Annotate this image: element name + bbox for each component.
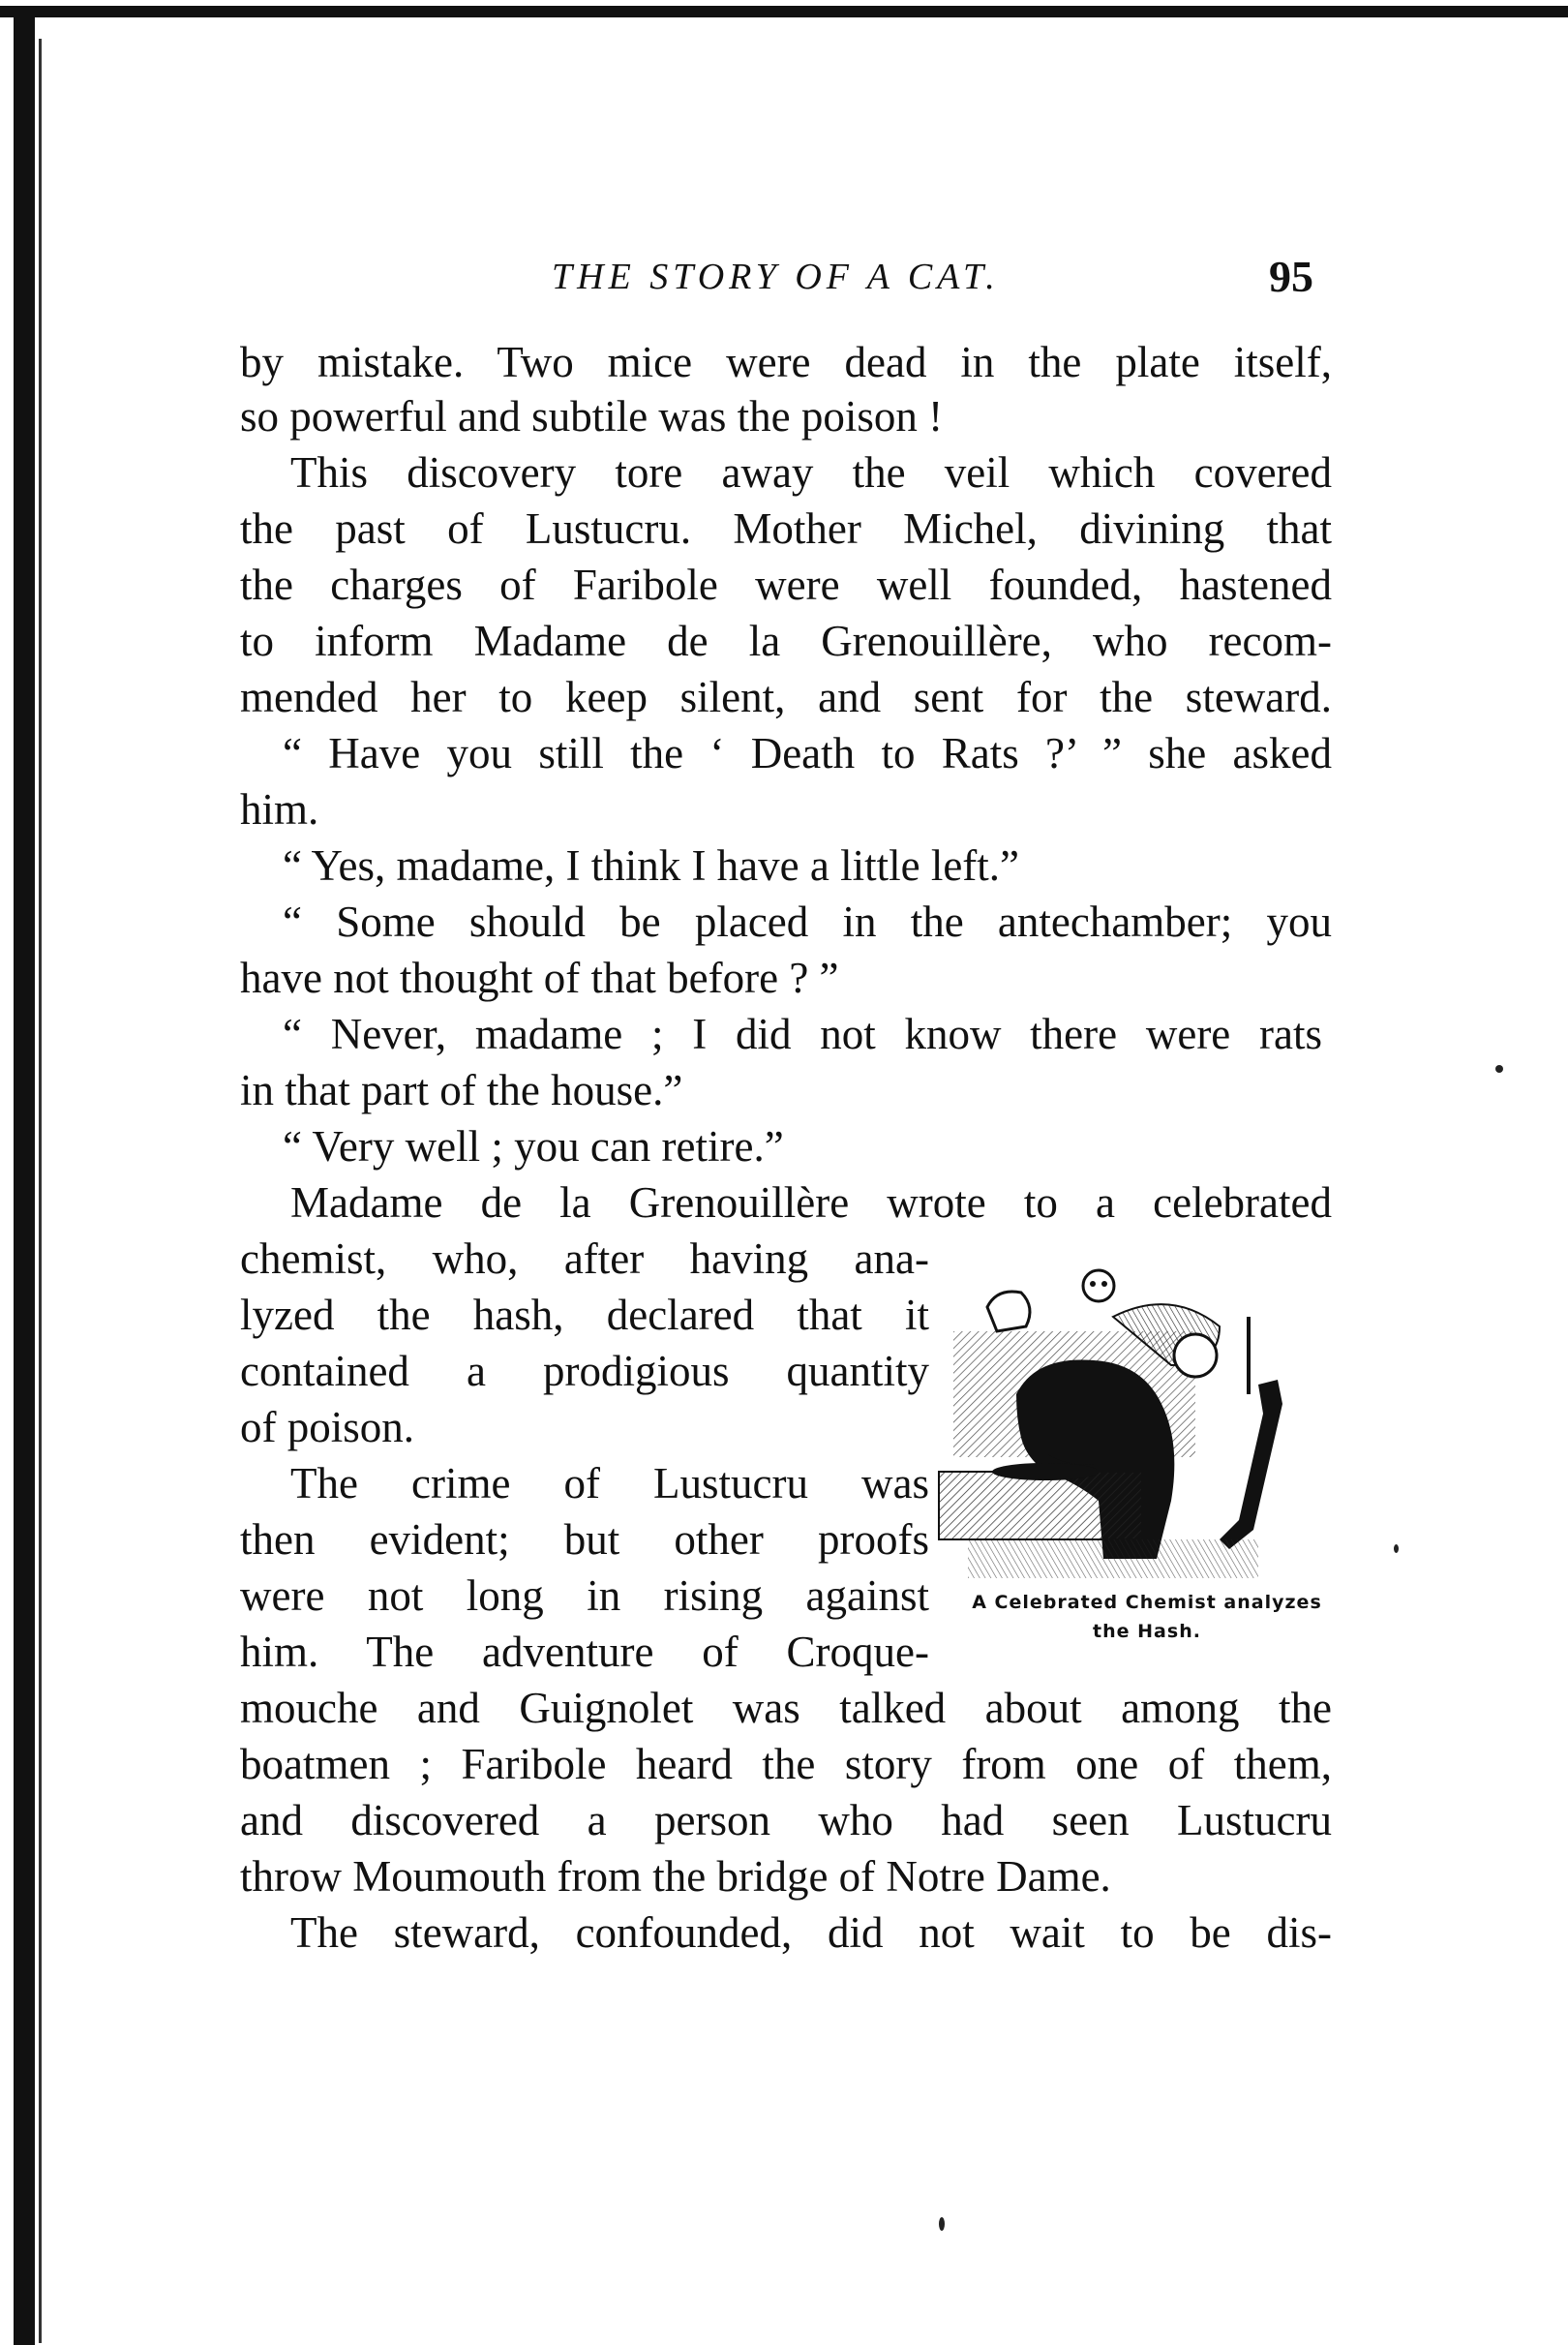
scan-left-edge xyxy=(39,39,42,2343)
text-line: “ Never, madame ; I did not know there were rats xyxy=(283,1010,1322,1058)
engraving-chemist-silhouette-icon xyxy=(929,1249,1336,1607)
text-line: were not long in rising against xyxy=(240,1571,929,1620)
scan-top-border xyxy=(0,6,1568,17)
text-line: and discovered a person who had seen Lustucru xyxy=(240,1796,1332,1844)
scan-speck xyxy=(1495,1065,1503,1073)
page-number: 95 xyxy=(1269,252,1313,301)
text-line: mouche and Guignolet was talked about among the xyxy=(240,1684,1332,1732)
text-line: “ Some should be placed in the antechamber; you xyxy=(283,898,1332,946)
text-line: of poison. xyxy=(240,1403,414,1451)
caption-line: the Hash. xyxy=(1093,1621,1201,1642)
text-line: by mistake. Two mice were dead in the plate itself, xyxy=(240,338,1332,386)
text-line: in that part of the house.” xyxy=(240,1066,683,1114)
scan-left-border xyxy=(14,8,35,2345)
text-line: so powerful and subtile was the poison ! xyxy=(240,392,944,441)
text-line: have not thought of that before ? ” xyxy=(240,954,839,1002)
chemist-illustration xyxy=(929,1249,1336,1607)
text-line: This discovery tore away the veil which covered xyxy=(290,448,1332,497)
text-line: to inform Madame de la Grenouillère, who recom- xyxy=(240,617,1332,665)
text-line: the past of Lustucru. Mother Michel, divining that xyxy=(240,504,1332,553)
scan-speck xyxy=(1394,1544,1399,1553)
text-line: chemist, who, after having ana- xyxy=(240,1234,929,1283)
text-line: then evident; but other proofs xyxy=(240,1515,929,1564)
running-head: THE STORY OF A CAT. xyxy=(552,257,1000,297)
text-line: him. The adventure of Croque- xyxy=(240,1628,929,1676)
text-line: him. xyxy=(240,785,319,834)
text-line: contained a prodigious quantity xyxy=(240,1347,929,1395)
text-line: “ Yes, madame, I think I have a little left.” xyxy=(283,841,1020,890)
text-line: The crime of Lustucru was xyxy=(290,1459,929,1508)
text-line: the charges of Faribole were well founded, hastened xyxy=(240,561,1332,609)
text-line: lyzed the hash, declared that it xyxy=(240,1291,929,1339)
figure-caption xyxy=(944,1588,1350,1646)
caption-line: A Celebrated Chemist analyzes xyxy=(972,1592,1322,1613)
text-line: The steward, confounded, did not wait to be dis- xyxy=(290,1908,1332,1957)
text-line: Madame de la Grenouillère wrote to a celebrated xyxy=(290,1178,1332,1227)
text-line: “ Very well ; you can retire.” xyxy=(283,1122,784,1171)
page-header xyxy=(237,250,1333,304)
text-line: throw Moumouth from the bridge of Notre Dame. xyxy=(240,1852,1111,1901)
scan-speck xyxy=(939,2217,945,2231)
text-line: mended her to keep silent, and sent for the steward. xyxy=(240,673,1332,721)
text-line: “ Have you still the ‘ Death to Rats ?’ ” she asked xyxy=(283,729,1332,777)
text-line: boatmen ; Faribole heard the story from one of them, xyxy=(240,1740,1332,1788)
